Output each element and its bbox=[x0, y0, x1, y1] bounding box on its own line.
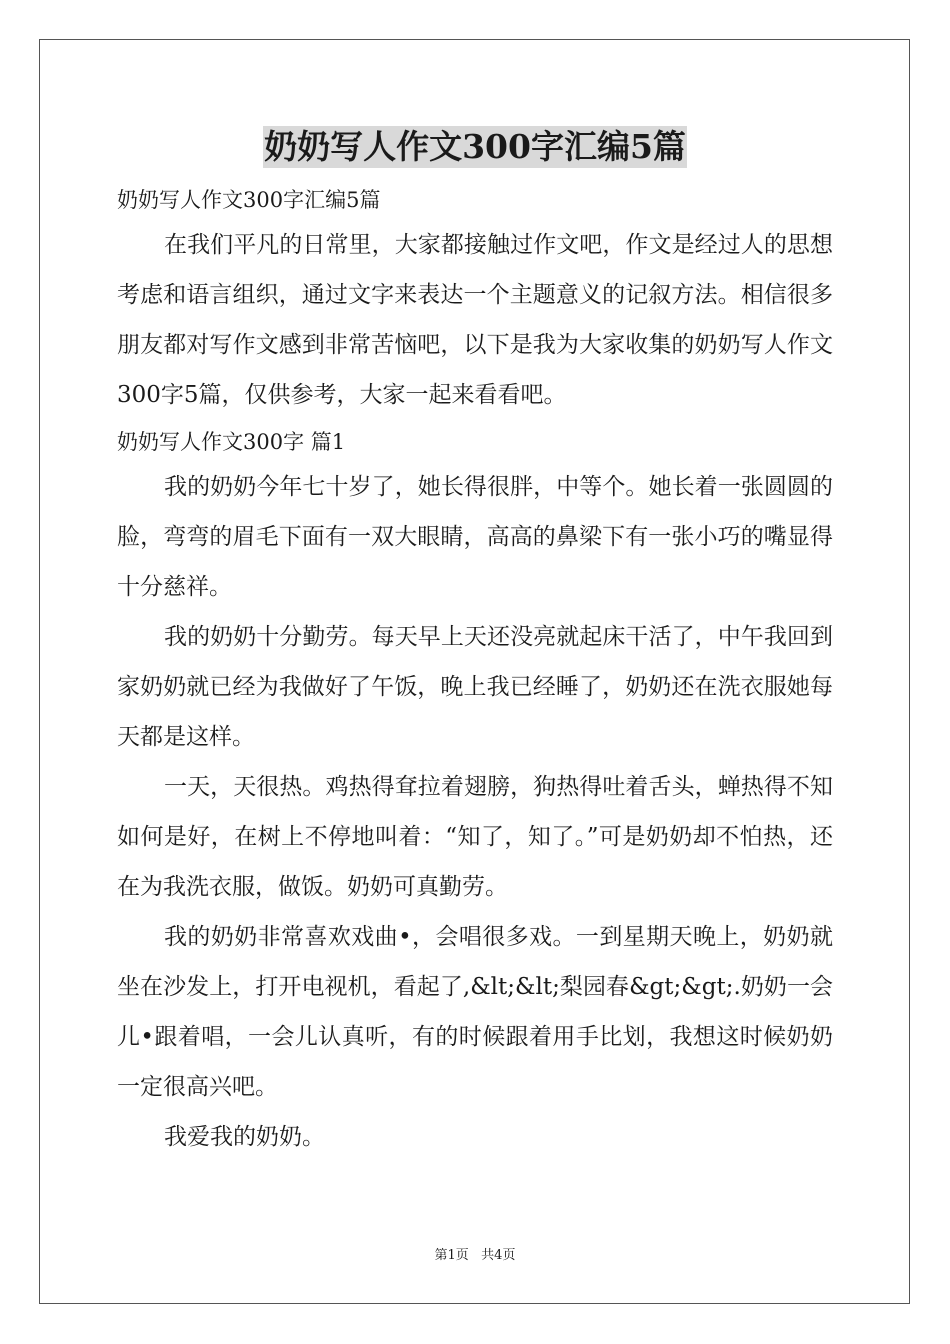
intro-paragraph: 在我们平凡的日常里，大家都接触过作文吧，作文是经过人的思想考虑和语言组织，通过文字来表达一个主题意义的记叙方法。相信很多朋友都对写作文感到非常苦恼吧，以下是我为大家收集的奶奶写人作文300字5篇，仅供参考，大家一起来看看吧。 bbox=[117, 232, 833, 408]
title-container bbox=[0, 126, 950, 168]
document-subtitle: 奶奶写人作文300字汇编5篇 bbox=[117, 188, 381, 212]
body-paragraph: 一天，天很热。鸡热得耷拉着翅膀，狗热得吐着舌头，蝉热得不知如何是好，在树上不停地叫着：“知了，知了。”可是奶奶却不怕热，还在为我洗衣服，做饭。奶奶可真勤劳。 bbox=[117, 774, 833, 900]
document-body bbox=[117, 180, 833, 1162]
document-title: 奶奶写人作文300字汇编5篇 bbox=[264, 127, 686, 166]
body-paragraph: 我的奶奶十分勤劳。每天早上天还没亮就起床干活了，中午我回到家奶奶就已经为我做好了午饭，晚上我已经睡了，奶奶还在洗衣服她每天都是这样。 bbox=[117, 624, 833, 750]
body-paragraph: 我的奶奶今年七十岁了，她长得很胖，中等个。她长着一张圆圆的脸，弯弯的眉毛下面有一双大眼睛，高高的鼻梁下有一张小巧的嘴显得十分慈祥。 bbox=[117, 474, 833, 600]
page-indicator: 第1页 共4页 bbox=[434, 1248, 516, 1263]
section-heading: 奶奶写人作文300字 篇1 bbox=[117, 430, 346, 454]
body-paragraph: 我的奶奶非常喜欢戏曲•，会唱很多戏。一到星期天晚上，奶奶就坐在沙发上，打开电视机，看起了,&lt;&lt;梨园春&gt;&gt;.奶奶一会儿•跟着唱，一会儿认真听，有的时候跟着用手比划，我想这时候奶奶一定很高兴吧。 bbox=[117, 924, 833, 1100]
body-paragraph: 我爱我的奶奶。 bbox=[164, 1124, 325, 1150]
